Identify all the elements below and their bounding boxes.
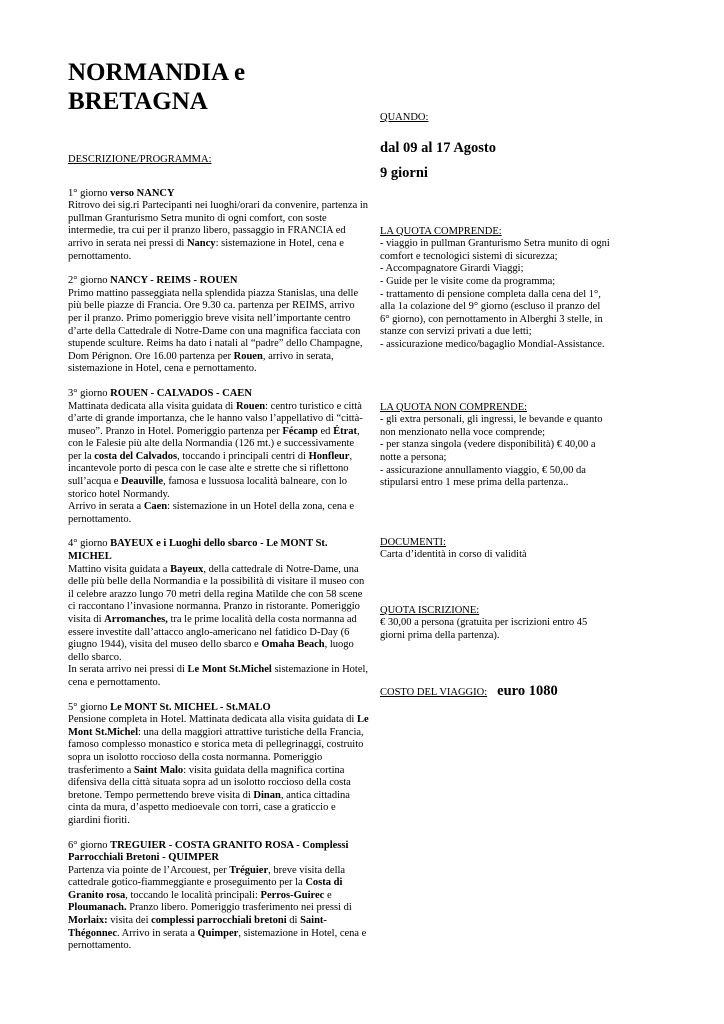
excludes-item: - gli extra personali, gli ingressi, le bevande e quanto non menzionato nella voce comprende; — [380, 414, 603, 438]
bold-text: ROUEN - CALVADOS - CAEN — [110, 387, 252, 399]
includes-item: - assicurazione medico/bagaglio Mondial-Assistance. — [380, 338, 605, 350]
bold-text: Le Mont St.Michel — [187, 664, 272, 676]
includes-item: - trattamento di pensione completa dalla cena del 1°, alla 1a colazione del 9° giorno (escluso il pranzo del 6° giorno), con pernottamento in Alberghi 3 stelle, in stanze con servizi privati a due letti; — [380, 288, 603, 338]
text-run: Arrivo in serata a — [68, 501, 144, 513]
text-run: di — [286, 915, 301, 927]
text-run: : visita guidata della magnifica cortina difensiva della città situata sopra ad un isolotto roccioso della costa bretone. Tempo permettendo breve visita di — [68, 764, 351, 801]
bold-text: Omaha Beach — [261, 639, 325, 651]
bold-text: verso NANCY — [110, 187, 175, 199]
day-description — [68, 564, 370, 690]
includes-item: - Accompagnatore Girardi Viaggi; — [380, 263, 524, 275]
registration-label: QUOTA ISCRIZIONE: — [380, 604, 480, 616]
text-run: : sistemazione in Hotel, cena e pernottamento. — [68, 237, 344, 262]
day-header — [68, 275, 370, 288]
program-column — [68, 154, 370, 965]
text-run: 3° giorno — [68, 387, 111, 399]
cost-value: euro 1080 — [497, 682, 558, 699]
bold-text: Saint Malo — [133, 764, 184, 776]
cost-row — [380, 682, 612, 700]
includes-section — [380, 226, 612, 352]
text-run: , con le Falesie più alte della Normandia (126 mt.) e successivamente per la — [68, 425, 360, 462]
text-run: : centro turistico e città d’arte di grande importanza, che le hanno valso l’appellativo di “città-museo”. Pranzo in Hotel. Pomeriggio partenza per — [68, 400, 363, 437]
bold-text: complessi parrocchiali bretoni — [151, 915, 287, 927]
text-run: , sistemazione in Hotel, cena e pernottamento. — [68, 927, 367, 952]
bold-text: Honfleur — [308, 450, 350, 462]
day-header — [68, 188, 370, 201]
text-run: In serata arrivo nei pressi di — [68, 664, 188, 676]
bold-text: Arromanches, — [104, 614, 168, 625]
program-label: DESCRIZIONE/PROGRAMMA: — [68, 154, 212, 165]
text-run: : una della maggiori attrattive turistiche della Francia, famoso complesso monastico e storica meta di pellegrinaggi, costruito sopra un isolotto roccioso della costa normanna. Pomeriggio trasferimento a — [68, 726, 364, 776]
travel-dates: dal 09 al 17 Agosto — [380, 139, 497, 156]
text-run: ed — [317, 425, 334, 437]
day-description — [68, 714, 370, 827]
day-description — [68, 865, 370, 953]
bold-text: BAYEUX e i Luoghi dello sbarco - Le MONT St. MICHEL — [68, 538, 328, 563]
title-line-2: BRETAGNA — [68, 88, 208, 115]
day-item — [68, 840, 370, 953]
day-header — [68, 840, 370, 865]
bold-text: Caen — [143, 501, 168, 513]
documents-label: DOCUMENTI: — [380, 536, 446, 548]
text-run: 2° giorno — [68, 275, 111, 287]
excludes-item: - per stanza singola (vedere disponibilità) € 40,00 a notte a persona; — [380, 439, 596, 463]
includes-item: - viaggio in pullman Granturismo Setra munito di ogni comfort e tecnologici sistemi di sicurezza; — [380, 238, 610, 262]
registration-text: € 30,00 a persona (gratuita per iscrizioni entro 45 giorni prima della partenza). — [380, 617, 588, 642]
bold-text: Dinan — [253, 789, 281, 801]
document-title — [68, 58, 328, 116]
bold-text: Rouen — [235, 400, 266, 412]
day-description — [68, 288, 370, 376]
text-run: Pranzo libero. Pomeriggio trasferimento nei pressi di — [126, 902, 352, 914]
excludes-item: - assicurazione annullamento viaggio, € 50,00 da stipularsi entro 1 mese prima della partenza.. — [380, 464, 586, 489]
documents-text: Carta d’identità in corso di validità — [380, 549, 527, 561]
text-run: tra le prime località della costa normanna ad essere investite dall’attacco anglo-americano nel fatidico D-Day (6 giugno 1944), visita del museo dello sbarco e — [68, 614, 357, 651]
text-run: , toccando le località principali: — [125, 889, 261, 901]
bold-text: costa del Calvados — [94, 450, 178, 462]
day-item — [68, 538, 370, 689]
includes-label: LA QUOTA COMPRENDE: — [380, 225, 502, 237]
text-run: . Arrivo in serata a — [117, 927, 198, 939]
text-run: , breve visita della cattedrale gotico-fiammeggiante e proseguimento per la — [68, 864, 346, 889]
includes-item: - Guide per le visite come da programma; — [380, 275, 556, 287]
day-description — [68, 200, 370, 263]
bold-text: Quimper — [197, 927, 239, 939]
text-run: Ritrovo dei sig.ri Partecipanti nei luoghi/orari da convenire, partenza in pullman Granturismo Setra munito di ogni comfort, con soste intermedie, tra cui per il pranzo libero, passaggio in FRANCIA ed arrivo in serata nei pressi di — [68, 200, 369, 249]
documents-section — [380, 537, 612, 562]
bold-text: Nancy — [186, 237, 216, 249]
text-run: Pensione completa in Hotel. Mattinata dedicata alla visita guidata di — [68, 714, 357, 726]
text-run: , luogo dello sbarco. — [68, 639, 354, 663]
bold-text: NANCY - REIMS - ROUEN — [110, 275, 238, 287]
text-run: Partenza via pointe de l’Arcouest, per — [68, 864, 230, 876]
info-column — [380, 112, 612, 699]
day-item — [68, 275, 370, 376]
bold-text: Fécamp — [282, 425, 318, 437]
text-run: e — [324, 889, 332, 901]
bold-text: Étrat — [333, 425, 357, 437]
text-run: 1° giorno — [68, 187, 111, 199]
text-run: , della cattedrale di Notre-Dame, una delle più belle della Normandia e la possibilità di visitare il museo con il celebre arazzo lungo 70 metri della regina Matilde che con 58 scene ci raccontano l’invasione normanna. Pranzo in ristorante. Pomeriggio visita di — [68, 563, 365, 625]
day-item — [68, 702, 370, 828]
day-item — [68, 188, 370, 264]
bold-text: Bayeux — [170, 563, 204, 575]
bold-text: Saint-Thégonnec — [68, 915, 327, 939]
bold-text: Ploumanach. — [68, 902, 127, 914]
text-run: sistemazione in Hotel, cena e pernottamento. — [68, 664, 369, 688]
registration-section — [380, 605, 612, 643]
when-label: QUANDO: — [380, 112, 429, 123]
day-header — [68, 538, 370, 563]
day-list — [68, 188, 370, 953]
text-run: , arrivo in serata, sistemazione in Hotel, cena e pernottamento. — [68, 350, 334, 375]
day-item — [68, 388, 370, 527]
text-run: visita dei — [107, 915, 152, 927]
bold-text: Morlaix: — [68, 915, 108, 927]
cost-label: COSTO DEL VIAGGIO: — [380, 686, 488, 698]
bold-text: Costa di Granito rosa — [68, 877, 343, 901]
title-line-1: NORMANDIA e — [68, 59, 246, 86]
text-run: : sistemazione in un Hotel della zona, cena e pernottamento. — [68, 501, 355, 525]
text-run: 5° giorno — [68, 701, 111, 713]
text-run: 4° giorno — [68, 538, 111, 550]
bold-text: Le MONT St. MICHEL - St.MALO — [110, 701, 271, 713]
bold-text: Le Mont St.Michel — [68, 714, 369, 738]
bold-text: Tréguier — [229, 864, 269, 876]
bold-text: TREGUIER - COSTA GRANITO ROSA - Complessi Parrocchiali Bretoni - QUIMPER — [68, 839, 349, 864]
day-header — [68, 388, 370, 401]
day-header — [68, 702, 370, 715]
day-description — [68, 401, 370, 527]
excludes-label: LA QUOTA NON COMPRENDE: — [380, 401, 528, 413]
text-run: 6° giorno — [68, 839, 111, 851]
text-run: Primo mattino passeggiata nella splendida piazza Stanislas, una delle più belle piazze di Francia. Ore 9.30 ca. partenza per REIMS, arrivo per il pranzo. Primo pomeriggio breve visita nell’importante centro d’arte della Cattedrale di Notre-Dame con una magnifica facciata con stupende sculture. Reims ha dato i natali al “padre” dello Champagne, Dom Pérignon. Ore 16.00 partenza per — [68, 287, 363, 362]
text-run: Mattinata dedicata alla visita guidata di — [68, 400, 236, 412]
text-run: , toccando i principali centri di — [177, 450, 309, 462]
text-run: , famosa e lussuosa località balneare, con lo storico hotel Normandy. — [68, 476, 348, 500]
travel-duration: 9 giorni — [380, 164, 428, 181]
bold-text: Rouen — [233, 350, 263, 362]
excludes-section — [380, 402, 612, 490]
text-run: Mattino visita guidata a — [68, 563, 171, 575]
bold-text: Deauville — [121, 476, 164, 488]
text-run: , antica cittadina cinta da mura, d’aspetto medioevale con torri, case a graticcio e giardini fioriti. — [68, 789, 350, 826]
text-run: , incantevole porto di pesca con le case alte e strette che si riflettono sull’acqua e — [68, 450, 353, 488]
bold-text: Perros-Guirec — [260, 889, 325, 901]
